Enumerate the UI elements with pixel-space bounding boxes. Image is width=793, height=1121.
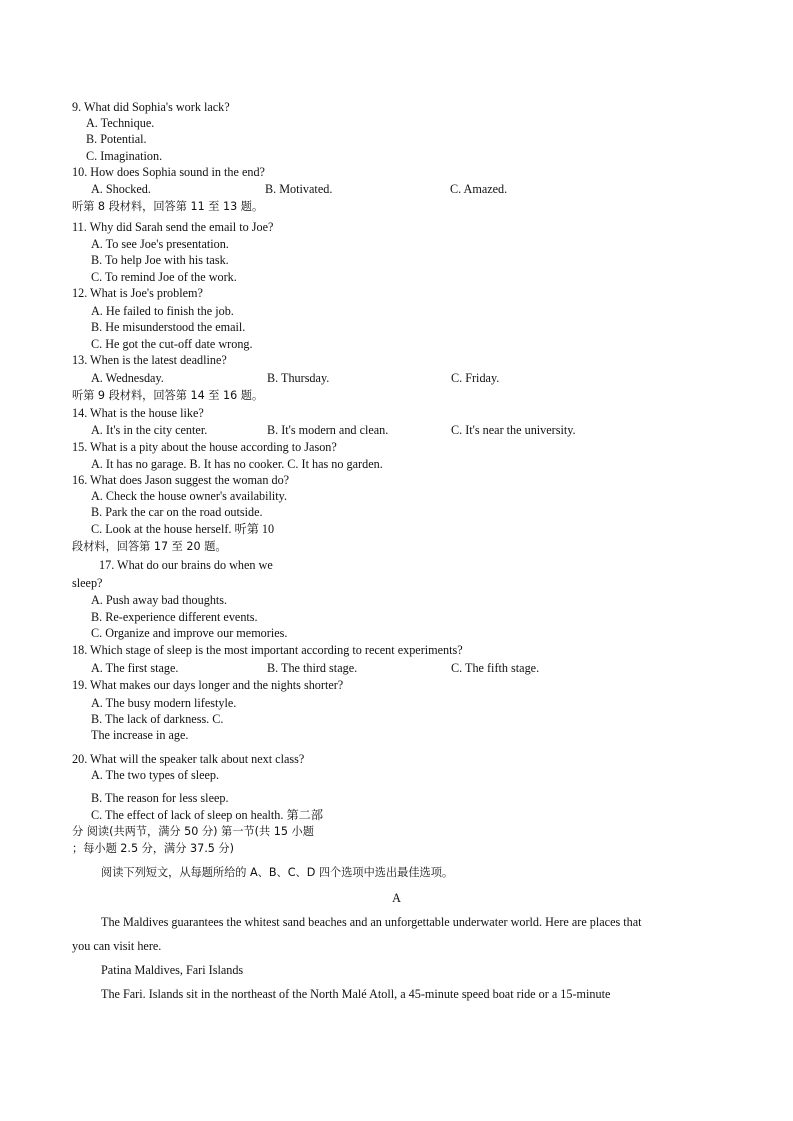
question-17-option-b: B. Re-experience different events. — [91, 610, 258, 624]
question-9-option-a: A. Technique. — [86, 116, 155, 130]
passage-paragraph-2-line-1: The Fari. Islands sit in the northeast of the North Malé Atoll, a 45-minute speed boat ride or a 15-minute — [101, 987, 611, 1001]
question-15-options: A. It has no garage. B. It has no cooker. C. It has no garden. — [91, 457, 383, 471]
question-12-option-c: C. He got the cut-off date wrong. — [91, 337, 253, 351]
section-9-instruction: 听第 9 段材料，回答第 14 至 16 题。 — [72, 389, 264, 402]
question-18: 18. Which stage of sleep is the most important according to recent experiments? — [72, 643, 463, 657]
question-11-option-b: B. To help Joe with his task. — [91, 253, 229, 267]
reading-instruction: 阅读下列短文，从每题所给的 A、B、C、D 四个选项中选出最佳选项。 — [101, 866, 454, 879]
question-19: 19. What makes our days longer and the nights shorter? — [72, 678, 344, 692]
question-18-option-c: C. The fifth stage. — [451, 661, 540, 675]
passage-label: A — [392, 891, 401, 905]
question-17-option-c: C. Organize and improve our memories. — [91, 626, 288, 640]
question-20-option-c: C. The effect of lack of sleep on health. 第二部 — [91, 808, 324, 822]
question-10-option-a: A. Shocked. — [91, 182, 151, 196]
question-12-option-a: A. He failed to finish the job. — [91, 304, 234, 318]
question-11: 11. Why did Sarah send the email to Joe? — [72, 220, 274, 234]
passage-paragraph-1-line-2: you can visit here. — [72, 939, 162, 953]
question-10-option-c: C. Amazed. — [450, 182, 508, 196]
question-9-option-c: C. Imagination. — [86, 149, 163, 163]
question-16: 16. What does Jason suggest the woman do? — [72, 473, 290, 487]
question-11-option-a: A. To see Joe's presentation. — [91, 237, 229, 251]
question-19-option-c: The increase in age. — [91, 728, 189, 742]
question-10: 10. How does Sophia sound in the end? — [72, 165, 265, 179]
question-13-option-b: B. Thursday. — [267, 371, 330, 385]
passage-heading: Patina Maldives, Fari Islands — [101, 963, 244, 977]
question-18-option-a: A. The first stage. — [91, 661, 179, 675]
question-9-option-b: B. Potential. — [86, 132, 147, 146]
question-15: 15. What is a pity about the house according to Jason? — [72, 440, 337, 454]
question-16-option-c: C. Look at the house herself. 听第 10 — [91, 522, 275, 536]
question-20-option-a: A. The two types of sleep. — [91, 768, 220, 782]
question-17-option-a: A. Push away bad thoughts. — [91, 593, 228, 607]
question-13-option-a: A. Wednesday. — [91, 371, 164, 385]
question-14-option-a: A. It's in the city center. — [91, 423, 208, 437]
question-18-option-b: B. The third stage. — [267, 661, 358, 675]
question-19-option-a: A. The busy modern lifestyle. — [91, 696, 237, 710]
question-17-line-1: 17. What do our brains do when we — [99, 558, 273, 572]
part-2-heading-line-1: 分 阅读(共两节，满分 50 分) 第一节(共 15 小题 — [72, 825, 314, 838]
question-17-line-2: sleep? — [72, 576, 103, 590]
question-14: 14. What is the house like? — [72, 406, 204, 420]
question-16-option-a: A. Check the house owner's availability. — [91, 489, 288, 503]
section-10-instruction: 段材料，回答第 17 至 20 题。 — [72, 540, 227, 553]
passage-paragraph-1-line-1: The Maldives guarantees the whitest sand beaches and an unforgettable underwater world. Here are places that — [101, 915, 642, 929]
question-11-option-c: C. To remind Joe of the work. — [91, 270, 237, 284]
question-9: 9. What did Sophia's work lack? — [72, 100, 230, 114]
question-20: 20. What will the speaker talk about next class? — [72, 752, 305, 766]
question-13: 13. When is the latest deadline? — [72, 353, 227, 367]
question-14-option-b: B. It's modern and clean. — [267, 423, 389, 437]
question-10-option-b: B. Motivated. — [265, 182, 333, 196]
question-12-option-b: B. He misunderstood the email. — [91, 320, 246, 334]
question-14-option-c: C. It's near the university. — [451, 423, 576, 437]
question-12: 12. What is Joe's problem? — [72, 286, 203, 300]
question-16-option-b: B. Park the car on the road outside. — [91, 505, 263, 519]
part-2-heading-line-2: ；每小题 2.5 分，满分 37.5 分) — [72, 842, 234, 855]
question-20-option-b: B. The reason for less sleep. — [91, 791, 229, 805]
question-13-option-c: C. Friday. — [451, 371, 500, 385]
section-8-instruction: 听第 8 段材料，回答第 11 至 13 题。 — [72, 200, 264, 213]
question-19-option-b: B. The lack of darkness. C. — [91, 712, 224, 726]
